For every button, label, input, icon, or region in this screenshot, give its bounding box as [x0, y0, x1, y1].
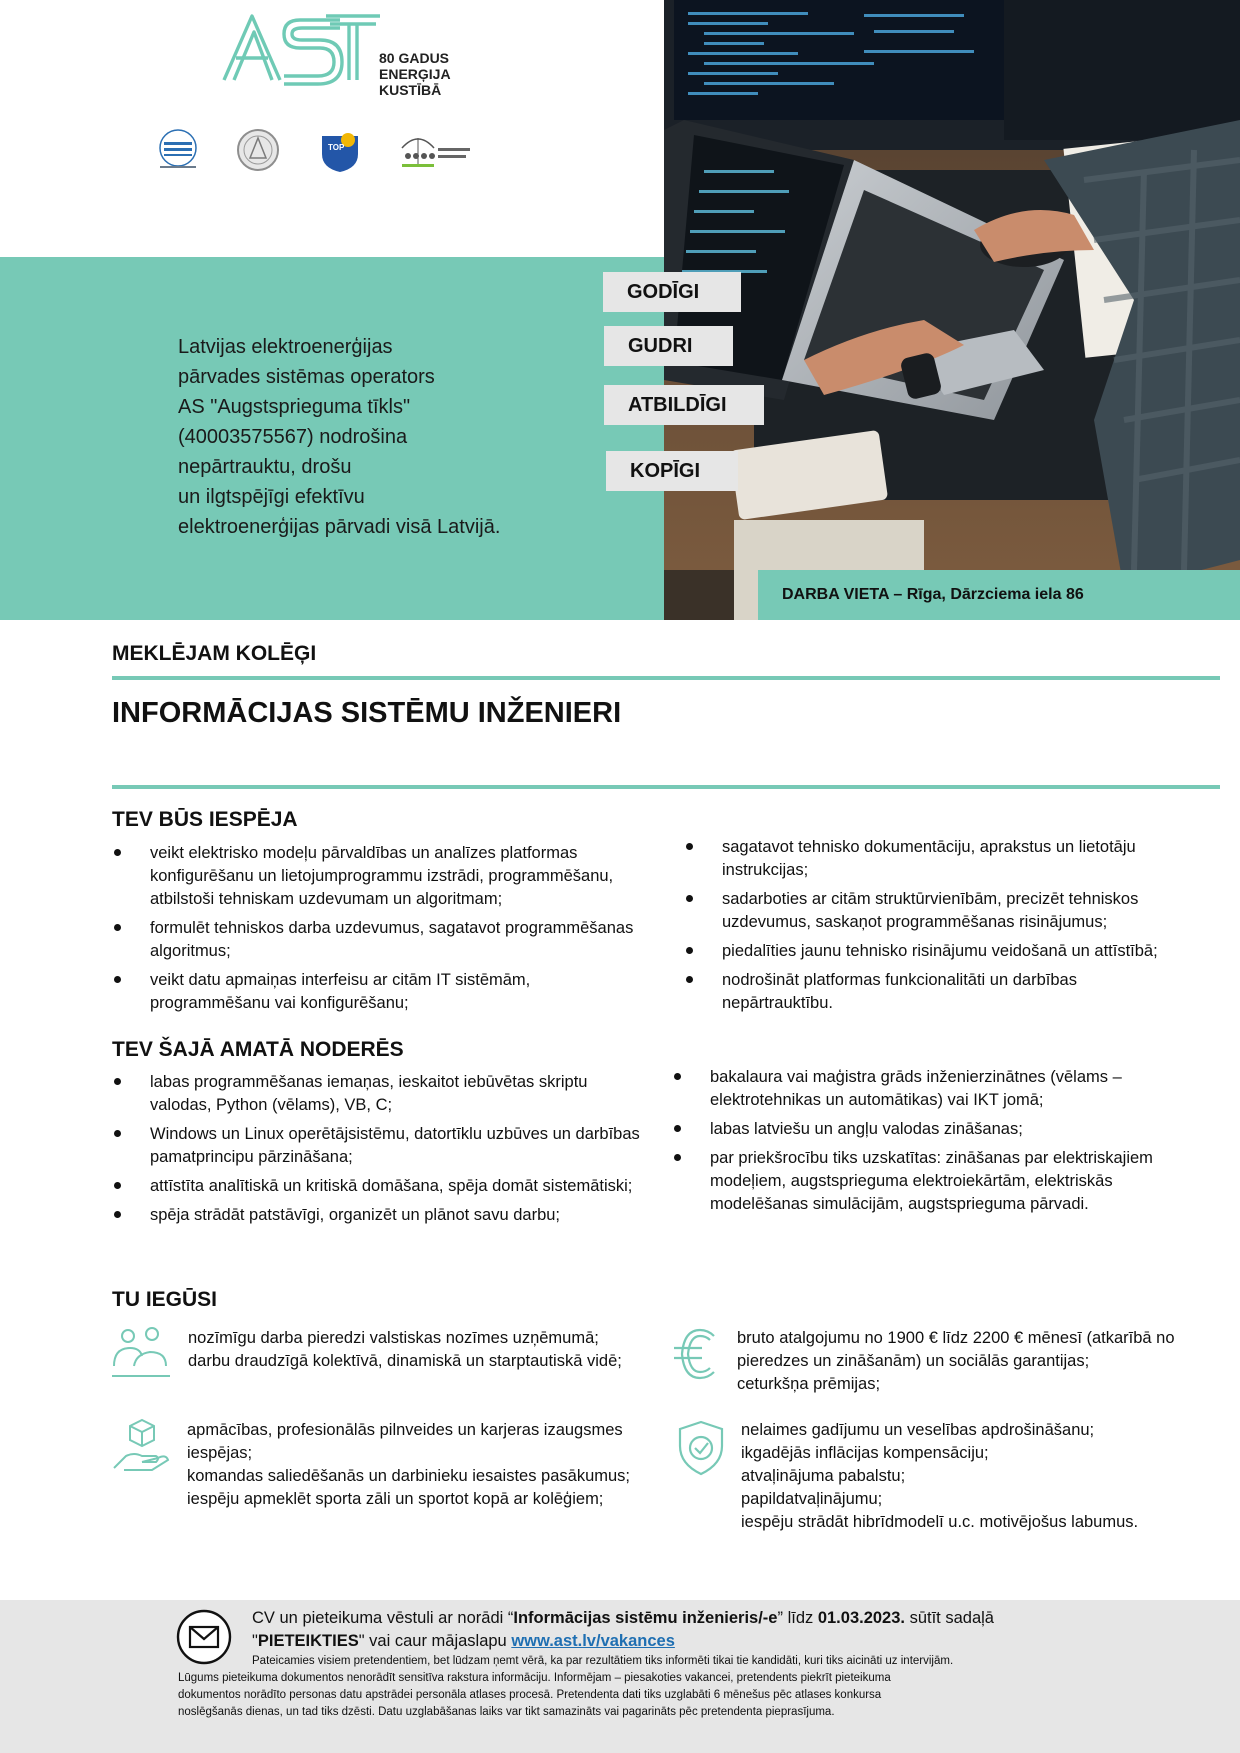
benefit-line: ikgadējās inflācijas kompensāciju; — [741, 1444, 989, 1462]
benefit-line: papildatvaļinājumu; — [741, 1490, 883, 1508]
intro-line: pārvades sistēmas operators — [178, 366, 435, 388]
hand-with-box-icon — [112, 1418, 170, 1472]
svg-text:TOP: TOP — [328, 143, 345, 152]
privacy-line: noslēgšanās dienas, un tad tiks dzēsti. Datu uzglabāšanas laiks var tikt samazināts vai pagarināts pēc pretendenta pieprasījuma. — [178, 1706, 835, 1718]
benefit-line: komandas saliedēšanās un darbinieku iesaistes pasākumus; — [187, 1467, 631, 1485]
value-label: ATBILDĪGI — [604, 385, 764, 425]
list-item — [112, 1123, 672, 1169]
list-item — [112, 1204, 672, 1227]
requirements-list-right — [672, 1066, 1224, 1222]
list-item-line: veikt elektrisko modeļu pārvaldības un analīzes platformas — [150, 844, 578, 862]
section-heading-requirements: TEV ŠAJĀ AMATĀ NODERĒS — [112, 1038, 404, 1061]
intro-line: Latvijas elektroenerģijas — [178, 336, 393, 358]
list-item-line: modeļiem, augstsprieguma elektroiekārtām, elektriskās — [710, 1172, 1113, 1190]
hero-section — [0, 0, 1240, 620]
list-item-line: piedalīties jaunu tehnisko risinājumu veidošanā un attīstībā; — [722, 942, 1158, 960]
instructions-line — [252, 1630, 994, 1653]
work-location: DARBA VIETA – Rīga, Dārzciema iela 86 — [758, 570, 1240, 620]
job-title: INFORMĀCIJAS SISTĒMU INŽENIERI — [112, 697, 622, 729]
list-item-line: Windows un Linux operētājsistēmu, datortīklu uzbūves un darbības — [150, 1125, 640, 1143]
benefit-line: iespēju apmeklēt sporta zāli un sportot kopā ar kolēģiem; — [187, 1490, 604, 1508]
section-heading-opportunity: TEV BŪS IESPĒJA — [112, 808, 298, 831]
privacy-line: Pateicamies visiem pretendentiem, bet lūdzam ņemt vērā, ka par rezultātiem tiks informēti tikai tie kandidāti, kuri tiks aicināti uz intervijām. — [252, 1655, 954, 1667]
intro-line: un ilgtspējīgi efektīvu — [178, 486, 365, 508]
list-item-line: valodas, Python (vēlams), VB, C; — [150, 1096, 393, 1114]
list-item-line: sagatavot tehnisko dokumentāciju, aprakstus un lietotāju — [722, 838, 1136, 856]
value-label: GUDRI — [604, 326, 733, 366]
list-item-line: par priekšrocību tiks uzskatītas: zināšanas par elektriskajiem — [710, 1149, 1153, 1167]
seal-badge-icon — [236, 128, 280, 172]
list-item-line: attīstīta analītiskā un kritiskā domāšana, spēja domāt sistemātiski; — [150, 1177, 633, 1195]
apply-section-name: PIETEIKTIES — [257, 1632, 359, 1650]
benefit-line: darbu draudzīgā kolektīvā, dinamiskā un starptautiskā vidē; — [188, 1352, 622, 1370]
benefit-line: atvaļinājuma pabalstu; — [741, 1467, 906, 1485]
list-item — [684, 969, 1224, 1015]
tagline-line: KUSTĪBĀ — [379, 82, 442, 98]
opportunity-list-left — [112, 842, 672, 1021]
benefit-line: bruto atalgojumu no 1900 € līdz 2200 € mēnesī (atkarībā no — [737, 1329, 1175, 1347]
hero-photo — [664, 0, 1240, 620]
list-item — [112, 1071, 672, 1117]
logo-tagline — [379, 50, 499, 98]
list-item-line: labas programmēšanas iemaņas, ieskaitot iebūvētas skriptu — [150, 1073, 588, 1091]
list-item — [684, 888, 1224, 934]
list-item-line: formulēt tehniskos darba uzdevumus, sagatavot programmēšanas — [150, 919, 634, 937]
instructions-text: ” līdz — [777, 1609, 818, 1627]
list-item-line: spēja strādāt patstāvīgi, organizēt un plānot savu darbu; — [150, 1206, 561, 1224]
list-item — [672, 1066, 1224, 1112]
certification-badges — [150, 128, 480, 172]
intro-line: nepārtrauktu, drošu — [178, 456, 352, 478]
family-friendly-badge-icon — [398, 128, 474, 172]
instructions-text: " vai caur mājaslapu — [358, 1632, 512, 1650]
privacy-line: dokumentos norādīto personas datu apstrādei personāla atlases procesā. Pretendenta dati tiks uzglabāti 6 mēnešus pēc atlases konkursa — [178, 1689, 882, 1701]
list-item-line: elektrotehnikas un automātikas) vai IKT jomā; — [710, 1091, 1044, 1109]
headline-kicker: MEKLĒJAM KOLĒĢI — [112, 642, 317, 665]
list-item — [112, 969, 672, 1015]
benefit-line: nelaimes gadījumu un veselības apdrošināšanu; — [741, 1421, 1095, 1439]
list-item-line: veikt datu apmaiņas interfeisu ar citām IT sistēmām, — [150, 971, 531, 989]
top-employer-badge-icon — [318, 128, 362, 172]
benefit-growth — [187, 1419, 630, 1511]
intro-line: AS "Augstsprieguma tīkls" — [178, 396, 411, 418]
list-item-line: programmēšanu vai konfigurēšanu; — [150, 994, 409, 1012]
list-item-line: modelēšanas simulācijām, augstsprieguma pārvadi. — [710, 1195, 1089, 1213]
euro-icon — [672, 1326, 718, 1382]
benefit-line: iespējas; — [187, 1444, 253, 1462]
privacy-notice — [178, 1653, 1078, 1721]
iso-certificate-badge-icon — [156, 128, 200, 172]
list-item — [112, 917, 672, 963]
instructions-line — [252, 1607, 994, 1630]
list-item-line: nodrošināt platformas funkcionalitāti un darbības — [722, 971, 1077, 989]
benefit-line: iespēju strādāt hibrīdmodelī u.c. motivējošus labumus. — [741, 1513, 1139, 1531]
company-intro — [178, 332, 578, 542]
benefit-line: nozīmīgu darba pieredzi valstiskas nozīmes uzņēmumā; — [188, 1329, 599, 1347]
divider — [112, 676, 1220, 680]
tagline-line: 80 GADUS — [379, 50, 450, 66]
divider — [112, 785, 1220, 789]
intro-line: elektroenerģijas pārvadi visā Latvijā. — [178, 516, 501, 538]
deadline-date: 01.03.2023. — [817, 1609, 905, 1627]
instructions-text: " — [252, 1632, 258, 1650]
list-item — [112, 842, 672, 911]
instructions-text: sūtīt sadaļā — [905, 1609, 994, 1627]
list-item — [672, 1147, 1224, 1216]
position-name: Informācijas sistēmu inženieris/-e — [513, 1609, 778, 1627]
vacancies-link[interactable]: www.ast.lv/vakances — [511, 1632, 675, 1650]
benefit-insurance — [741, 1419, 1138, 1534]
opportunity-list-right — [684, 836, 1224, 1021]
list-item — [684, 940, 1224, 963]
intro-line: (40003575567) nodrošina — [178, 426, 408, 448]
list-item-line: nepārtrauktību. — [722, 994, 833, 1012]
list-item — [672, 1118, 1224, 1141]
section-heading-benefits: TU IEGŪSI — [112, 1288, 218, 1311]
list-item — [112, 1175, 672, 1198]
requirements-list-left — [112, 1071, 672, 1233]
value-label: KOPĪGI — [606, 451, 738, 491]
developer-at-laptop-image — [664, 0, 1240, 620]
value-label: GODĪGI — [603, 272, 741, 312]
tagline-line: ENERĢIJA — [379, 66, 451, 82]
list-item-line: labas latviešu un angļu valodas zināšanas; — [710, 1120, 1023, 1138]
list-item-line: uzdevumus, saskaņot programmēšanas risinājumus; — [722, 913, 1108, 931]
shield-check-icon — [676, 1420, 726, 1476]
list-item-line: algoritmus; — [150, 942, 231, 960]
list-item-line: konfigurēšanu un lietojumprogrammu izstrādi, programmēšanu, — [150, 867, 614, 885]
list-item-line: sadarboties ar citām struktūrvienībām, precizēt tehniskos — [722, 890, 1139, 908]
benefit-team — [188, 1327, 622, 1373]
benefit-line: pieredzes un zināšanām) un sociālās garantijas; — [737, 1352, 1090, 1370]
application-instructions — [252, 1607, 994, 1653]
benefit-line: apmācības, profesionālās pilnveides un karjeras izaugsmes — [187, 1421, 623, 1439]
privacy-line: Lūgums pieteikuma dokumentos nenorādīt sensitīva rakstura informāciju. Informējam – piesakoties vakancei, pretendents piekrīt pieteikuma — [178, 1672, 891, 1684]
list-item-line: pamatprincipu pārzināšana; — [150, 1148, 353, 1166]
list-item-line: bakalaura vai maģistra grāds inženierzinātnes (vēlams – — [710, 1068, 1122, 1086]
instructions-text: CV un pieteikuma vēstuli ar norādi “ — [252, 1609, 514, 1627]
list-item-line: atbilstoši tehniskam uzdevumam un algoritmam; — [150, 890, 503, 908]
benefit-salary — [737, 1327, 1175, 1396]
benefit-line: ceturkšņa prēmijas; — [737, 1375, 881, 1393]
list-item-line: instrukcijas; — [722, 861, 809, 879]
list-item — [684, 836, 1224, 882]
team-icon — [112, 1326, 170, 1380]
